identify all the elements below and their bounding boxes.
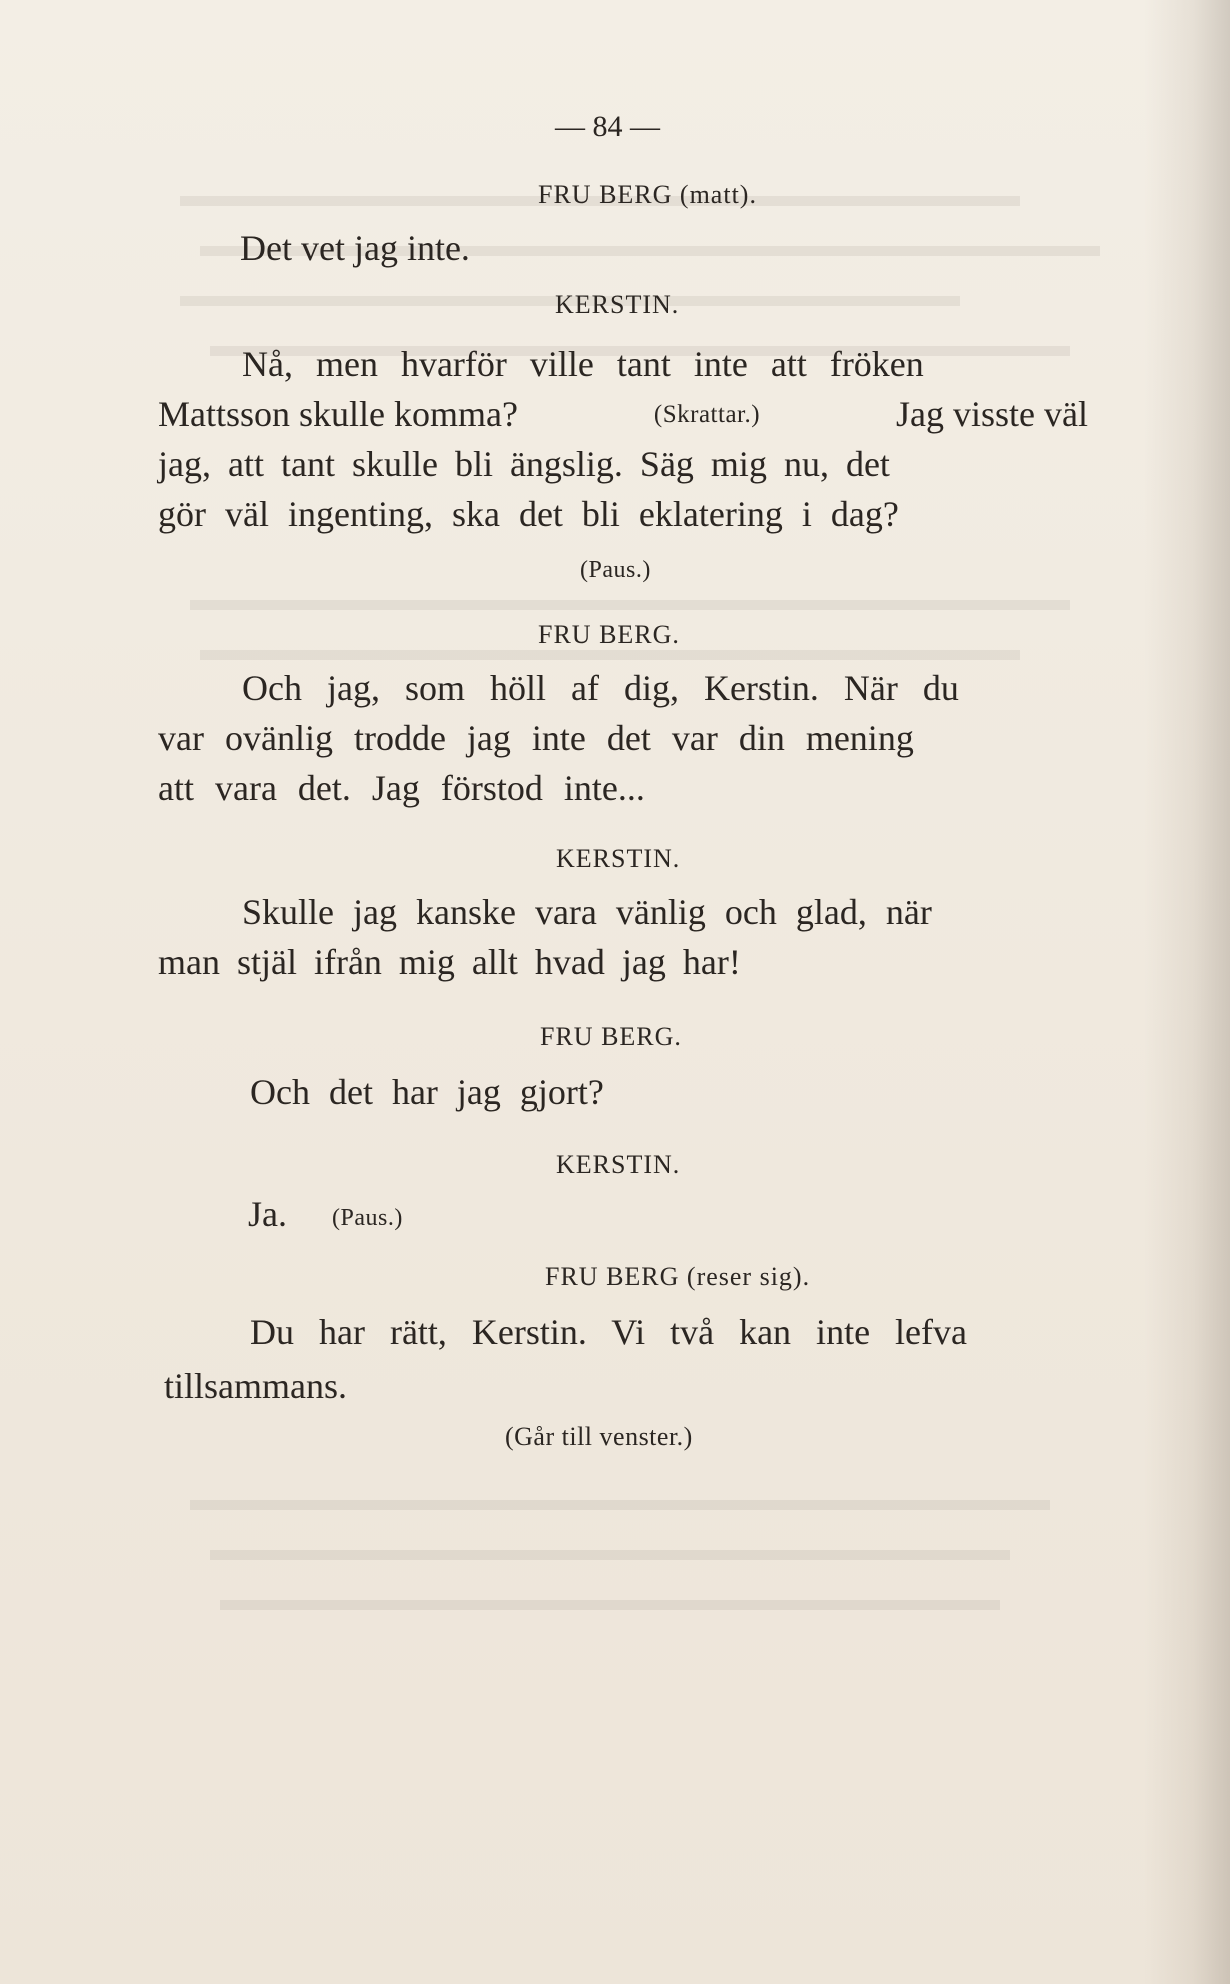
speaker-label: KERSTIN.	[555, 290, 680, 319]
stage-direction: (Går till venster.)	[505, 1422, 693, 1451]
dialogue-line: jag, att tant skulle bli ängslig. Säg mig nu, det	[158, 444, 890, 484]
speaker-label: FRU BERG.	[540, 1022, 682, 1051]
dialogue-line: Skulle jag kanske vara vänlig och glad, när	[242, 892, 932, 932]
dialogue-line: tillsammans.	[164, 1366, 347, 1406]
dialogue-line: att vara det. Jag förstod inte...	[158, 768, 645, 808]
dialogue-line: Du har rätt, Kerstin. Vi två kan inte lefva	[250, 1312, 967, 1352]
dialogue-line: Och jag, som höll af dig, Kerstin. När du	[242, 668, 959, 708]
page-number: — 84 —	[555, 110, 660, 143]
dialogue-line: man stjäl ifrån mig allt hvad jag har!	[158, 942, 741, 982]
stage-direction: (Paus.)	[580, 557, 651, 583]
dialogue-line: gör väl ingenting, ska det bli eklatering i dag?	[158, 494, 899, 534]
dialogue-fragment: Jag visste väl	[896, 394, 1088, 434]
speaker-label: KERSTIN.	[556, 1150, 681, 1179]
dialogue-line: Nå, men hvarför ville tant inte att fröken	[242, 344, 924, 384]
dialogue-line	[158, 396, 1088, 432]
speaker-label: KERSTIN.	[556, 844, 681, 873]
dialogue-line: Det vet jag inte.	[240, 228, 470, 268]
dialogue-line: var ovänlig trodde jag inte det var din mening	[158, 718, 914, 758]
speaker-label: FRU BERG.	[538, 620, 680, 649]
stage-direction: (Paus.)	[332, 1205, 403, 1231]
dialogue-fragment: Mattsson skulle komma?	[158, 394, 518, 434]
dialogue-line: Och det har jag gjort?	[250, 1072, 604, 1112]
speaker-label: FRU BERG (matt).	[538, 180, 757, 209]
speaker-label: FRU BERG (reser sig).	[545, 1262, 811, 1291]
stage-direction: (Skrattar.)	[653, 400, 761, 428]
dialogue-line: Ja.	[248, 1194, 287, 1234]
